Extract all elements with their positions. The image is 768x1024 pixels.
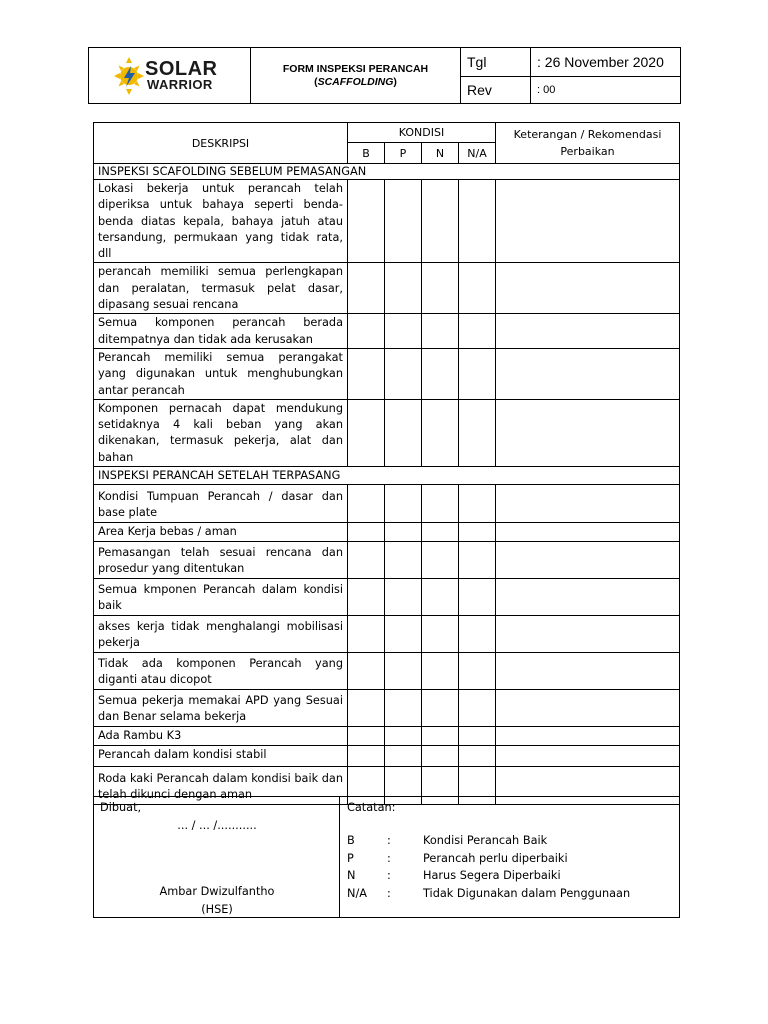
row-description: Lokasi bekerja untuk perancah telah diperiksa untuk bahaya seperti benda-benda diatas kepala, bahaya jatuh atau tersandung, permukaan yang tidak rata, dll <box>94 180 348 263</box>
check-na[interactable] <box>459 541 496 578</box>
title-line-2: (SCAFFOLDING) <box>314 75 397 88</box>
section-header <box>94 467 680 485</box>
table-row <box>94 522 680 541</box>
check-n[interactable] <box>422 522 459 541</box>
row-description: akses kerja tidak menghalangi mobilisasi pekerja <box>94 615 348 652</box>
legend-item: B : Kondisi Perancah Baik <box>347 834 548 847</box>
check-na[interactable] <box>459 522 496 541</box>
row-description: perancah memiliki semua perlengkapan dan peralatan, termasuk pelat dasar, dipasang sesuai rencana <box>94 263 348 314</box>
table-row <box>94 348 680 399</box>
keterangan-cell[interactable] <box>496 689 680 726</box>
check-na[interactable] <box>459 689 496 726</box>
rev-value[interactable]: : 00 <box>531 76 681 104</box>
check-n[interactable] <box>422 652 459 689</box>
check-n[interactable] <box>422 399 459 466</box>
keterangan-cell[interactable] <box>496 348 680 399</box>
check-p[interactable] <box>385 615 422 652</box>
check-b[interactable] <box>348 522 385 541</box>
check-p[interactable] <box>385 726 422 745</box>
row-description: Perancah dalam kondisi stabil <box>94 745 348 766</box>
check-n[interactable] <box>422 314 459 349</box>
table-row <box>94 652 680 689</box>
row-description: Roda kaki Perancah dalam kondisi baik dan telah dikunci dengan aman <box>94 766 348 804</box>
row-description: Perancah memiliki semua perangakat yang digunakan untuk menghubungkan antar perancah <box>94 348 348 399</box>
logo-text-warrior: WARRIOR <box>147 77 213 92</box>
check-n[interactable] <box>422 689 459 726</box>
keterangan-cell[interactable] <box>496 180 680 263</box>
check-p[interactable] <box>385 348 422 399</box>
row-description: Ada Rambu K3 <box>94 726 348 745</box>
check-n[interactable] <box>422 348 459 399</box>
check-na[interactable] <box>459 485 496 523</box>
check-n[interactable] <box>422 485 459 523</box>
keterangan-cell[interactable] <box>496 652 680 689</box>
table-row <box>94 314 680 349</box>
check-b[interactable] <box>348 726 385 745</box>
check-p[interactable] <box>385 689 422 726</box>
keterangan-cell[interactable] <box>496 399 680 466</box>
row-description: Kondisi Tumpuan Perancah / dasar dan base plate <box>94 485 348 523</box>
check-na[interactable] <box>459 180 496 263</box>
table-row <box>94 180 680 263</box>
check-b[interactable] <box>348 652 385 689</box>
solar-warrior-logo <box>111 54 231 98</box>
legend-item: P : Perancah perlu diperbaiki <box>347 851 568 865</box>
catatan-label: Catatan: <box>347 801 396 814</box>
row-description: Pemasangan telah sesuai rencana dan prosedur yang ditentukan <box>94 541 348 578</box>
check-b[interactable] <box>348 578 385 615</box>
check-na[interactable] <box>459 615 496 652</box>
check-p[interactable] <box>385 314 422 349</box>
check-na[interactable] <box>459 314 496 349</box>
date-value[interactable]: : 26 November 2020 <box>531 48 681 77</box>
signer-name: Ambar Dwizulfantho <box>159 885 275 898</box>
check-na[interactable] <box>459 348 496 399</box>
form-header <box>88 47 681 104</box>
check-p[interactable] <box>385 522 422 541</box>
col-deskripsi: DESKRIPSI <box>94 123 348 164</box>
table-row <box>94 399 680 466</box>
check-na[interactable] <box>459 652 496 689</box>
row-description: Semua komponen perancah berada ditempatnya dan tidak ada kerusakan <box>94 314 348 349</box>
col-keterangan-line2: Perbaikan <box>560 145 615 158</box>
keterangan-cell[interactable] <box>496 485 680 523</box>
keterangan-cell[interactable] <box>496 578 680 615</box>
table-row <box>94 726 680 745</box>
check-n[interactable] <box>422 726 459 745</box>
check-n[interactable] <box>422 615 459 652</box>
check-na[interactable] <box>459 578 496 615</box>
col-b: B <box>348 143 385 164</box>
sun-bolt-icon <box>111 54 147 98</box>
table-row <box>94 263 680 314</box>
check-b[interactable] <box>348 745 385 766</box>
table-row <box>94 689 680 726</box>
check-na[interactable] <box>459 745 496 766</box>
check-b[interactable] <box>348 689 385 726</box>
keterangan-cell[interactable] <box>496 745 680 766</box>
check-p[interactable] <box>385 485 422 523</box>
signature-block <box>94 797 340 918</box>
legend-item: N : Harus Segera Diperbaiki <box>347 869 561 882</box>
logo-cell <box>89 48 251 104</box>
col-keterangan-line1: Keterangan / Rekomendasi <box>513 128 662 141</box>
table-row <box>94 485 680 523</box>
check-b[interactable] <box>348 348 385 399</box>
check-na[interactable] <box>459 263 496 314</box>
date-label: Tgl <box>461 48 531 77</box>
keterangan-cell[interactable] <box>496 726 680 745</box>
form-footer <box>93 796 680 918</box>
col-kondisi: KONDISI <box>348 123 496 143</box>
title-line-1: FORM INSPEKSI PERANCAH <box>282 62 429 75</box>
check-b[interactable] <box>348 263 385 314</box>
logo-text-solar: SOLAR <box>145 58 218 80</box>
col-keterangan <box>496 123 680 164</box>
col-n: N <box>422 143 459 164</box>
signature-date[interactable]: ... / ... /........... <box>177 819 257 832</box>
check-na[interactable] <box>459 726 496 745</box>
section-header <box>94 164 680 180</box>
legend-list <box>347 832 667 902</box>
check-b[interactable] <box>348 180 385 263</box>
check-n[interactable] <box>422 578 459 615</box>
row-description: Tidak ada komponen Perancah yang diganti atau dicopot <box>94 652 348 689</box>
check-p[interactable] <box>385 745 422 766</box>
row-description: Semua kmponen Perancah dalam kondisi baik <box>94 578 348 615</box>
check-b[interactable] <box>348 399 385 466</box>
row-description: Semua pekerja memakai APD yang Sesuai dan Benar selama bekerja <box>94 689 348 726</box>
notes-block <box>340 797 680 918</box>
section-2-title: INSPEKSI PERANCAH SETELAH TERPASANG <box>94 467 680 485</box>
check-b[interactable] <box>348 485 385 523</box>
check-n[interactable] <box>422 180 459 263</box>
form-title <box>251 48 461 104</box>
col-na: N/A <box>459 143 496 164</box>
signer-role: (HSE) <box>201 903 233 916</box>
table-row <box>94 745 680 766</box>
keterangan-cell[interactable] <box>496 263 680 314</box>
inspection-table <box>93 122 680 805</box>
check-p[interactable] <box>385 263 422 314</box>
check-b[interactable] <box>348 615 385 652</box>
check-p[interactable] <box>385 652 422 689</box>
section-1-title: INSPEKSI SCAFOLDING SEBELUM PEMASANGAN <box>94 164 680 180</box>
row-description: Komponen pernacah dapat mendukung setidaknya 4 kali beban yang akan dikenakan, termasuk pekerja, alat dan bahan <box>94 399 348 466</box>
rev-label: Rev <box>461 76 531 104</box>
row-description: Area Kerja bebas / aman <box>94 522 348 541</box>
table-row <box>94 541 680 578</box>
keterangan-cell[interactable] <box>496 522 680 541</box>
check-p[interactable] <box>385 399 422 466</box>
check-p[interactable] <box>385 541 422 578</box>
check-n[interactable] <box>422 263 459 314</box>
col-p: P <box>385 143 422 164</box>
check-b[interactable] <box>348 314 385 349</box>
legend-item: N/A : Tidak Digunakan dalam Penggunaan <box>347 886 631 900</box>
title-italic: SCAFFOLDING <box>317 75 394 88</box>
table-row <box>94 615 680 652</box>
check-n[interactable] <box>422 541 459 578</box>
keterangan-cell[interactable] <box>496 615 680 652</box>
check-na[interactable] <box>459 399 496 466</box>
check-b[interactable] <box>348 541 385 578</box>
table-row <box>94 578 680 615</box>
check-p[interactable] <box>385 180 422 263</box>
check-p[interactable] <box>385 578 422 615</box>
dibuat-label: Dibuat, <box>100 801 142 814</box>
keterangan-cell[interactable] <box>496 314 680 349</box>
check-n[interactable] <box>422 745 459 766</box>
keterangan-cell[interactable] <box>496 541 680 578</box>
